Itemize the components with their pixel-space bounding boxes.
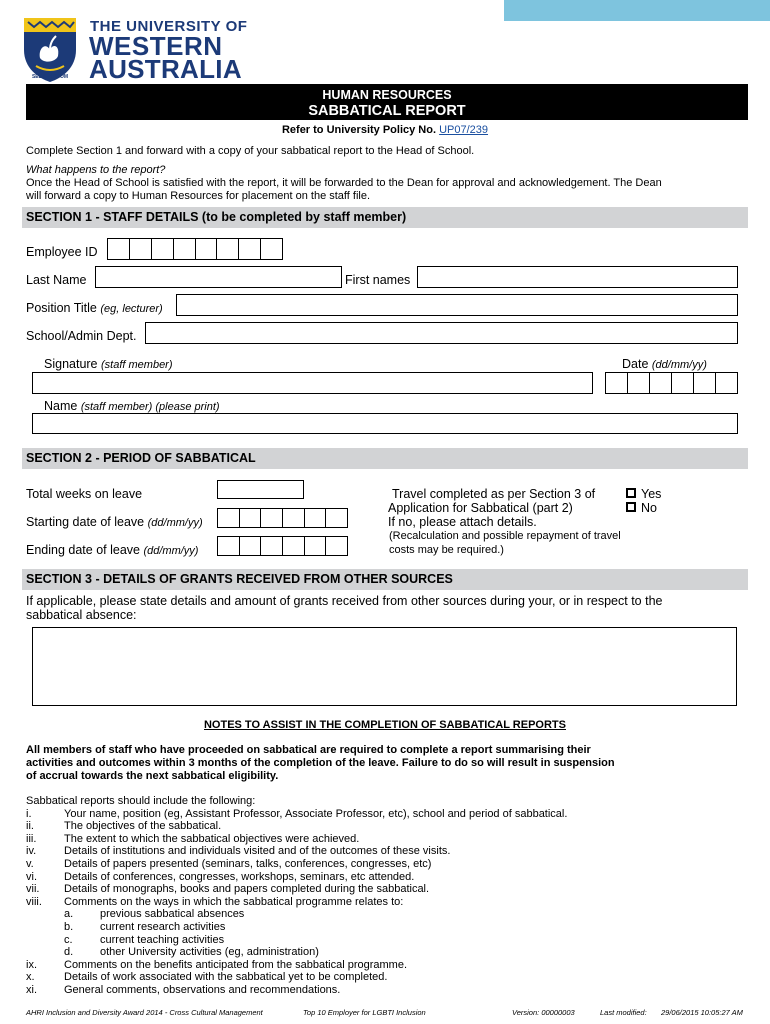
first-names-label: First names	[345, 273, 411, 287]
crest-motto: SEEK WISDOM	[31, 74, 69, 80]
notes-item	[26, 845, 746, 858]
employee-id-label: Employee ID	[26, 245, 98, 259]
recalc-line1: (Recalculation and possible repayment of travel	[389, 530, 621, 542]
item-text: Details of papers presented (seminars, talks, conferences, congresses, etc)	[64, 857, 432, 870]
starting-date-label: Starting date of leave (dd/mm/yy)	[26, 515, 203, 529]
signature-hint: (staff member)	[101, 359, 173, 371]
footer-employer: Top 10 Employer for LGBTI Inclusion	[303, 1008, 426, 1017]
notes-intro: Sabbatical reports should include the following:	[26, 795, 256, 807]
footer-modified-label: Last modified:	[600, 1008, 647, 1017]
travel-line1: Travel completed as per Section 3 of	[392, 487, 596, 501]
recalc-line2: costs may be required.)	[389, 544, 504, 556]
print-name-input[interactable]	[32, 413, 738, 434]
name-hint: (staff member) (please print)	[80, 401, 220, 413]
item-number: viii.	[26, 895, 42, 908]
item-text: Comments on the benefits anticipated from the sabbatical programme.	[64, 958, 408, 971]
section1-header: SECTION 1 - STAFF DETAILS (to be completed by staff member)	[22, 207, 748, 228]
notes-item	[26, 971, 746, 984]
total-weeks-input[interactable]	[217, 480, 304, 499]
item-text: current teaching activities	[100, 933, 225, 946]
position-hint: (eg, lecturer)	[100, 303, 163, 315]
item-number: vii.	[26, 883, 40, 896]
policy-link[interactable]: UP07/239	[439, 124, 489, 136]
signature-label: Signature (staff member)	[44, 357, 173, 371]
ending-date-input[interactable]	[217, 536, 348, 556]
item-text: current research activities	[100, 920, 226, 933]
item-number: c.	[64, 933, 73, 946]
travel-line3: If no, please attach details.	[388, 515, 537, 529]
school-dept-input[interactable]	[145, 322, 738, 344]
notes-item	[26, 871, 746, 884]
item-number: vi.	[26, 870, 37, 883]
travel-no-label: No	[641, 501, 657, 515]
notes-item	[26, 820, 746, 833]
notes-subitem	[26, 908, 746, 921]
starting-date-input[interactable]	[217, 508, 348, 528]
first-names-input[interactable]	[417, 266, 738, 288]
intro-question: What happens to the report?	[26, 164, 166, 176]
policy-line	[0, 124, 770, 136]
notes-list	[26, 795, 746, 997]
intro-answer-line1: Once the Head of School is satisfied with the report, it will be forwarded to the Dean for approval and acknowledgement. The Dean	[26, 177, 662, 189]
title-bar	[26, 84, 748, 120]
intro-instruction: Complete Section 1 and forward with a copy of your sabbatical report to the Head of School.	[26, 145, 475, 157]
item-number: b.	[64, 920, 74, 933]
grants-details-textarea[interactable]	[32, 627, 737, 706]
employee-id-input[interactable]	[107, 238, 283, 260]
item-number: x.	[26, 971, 35, 984]
position-title-input[interactable]	[176, 294, 738, 316]
last-name-label: Last Name	[26, 273, 87, 287]
notes-item	[26, 896, 746, 909]
notes-item	[26, 833, 746, 846]
travel-yes-checkbox[interactable]	[626, 488, 636, 498]
footer-version: Version: 00000003	[512, 1008, 575, 1017]
item-text: The objectives of the sabbatical.	[64, 820, 222, 833]
item-number: d.	[64, 946, 74, 959]
notes-item	[26, 883, 746, 896]
travel-line2: Application for Sabbatical (part 2)	[388, 501, 573, 515]
item-text: Details of monographs, books and papers completed during the sabbatical.	[64, 883, 430, 896]
notes-item	[26, 858, 746, 871]
position-title-label: Position Title (eg, lecturer)	[26, 301, 163, 315]
item-text: previous sabbatical absences	[100, 908, 245, 921]
footer-award: AHRI Inclusion and Diversity Award 2014 - Cross Cultural Management	[26, 1008, 263, 1017]
total-weeks-label: Total weeks on leave	[26, 487, 143, 501]
school-dept-label: School/Admin Dept.	[26, 329, 137, 343]
date-hint: (dd/mm/yy)	[651, 359, 707, 371]
page-title: SABBATICAL REPORT	[308, 103, 466, 119]
notes-item	[26, 959, 746, 972]
item-text: General comments, observations and recommendations.	[64, 983, 341, 996]
item-text: Your name, position (eg, Assistant Professor, Associate Professor, etc), school and period of sabbatical.	[64, 807, 568, 820]
department-label: HUMAN RESOURCES	[322, 88, 452, 102]
item-text: Comments on the ways in which the sabbatical programme relates to:	[64, 895, 404, 908]
signature-date-input[interactable]	[605, 372, 738, 394]
item-text: other University activities (eg, administration)	[100, 946, 319, 959]
item-number: iv.	[26, 845, 37, 858]
name-label: Name (staff member) (please print)	[44, 399, 220, 413]
date-label: Date (dd/mm/yy)	[622, 357, 707, 371]
section3-header: SECTION 3 - DETAILS OF GRANTS RECEIVED FROM OTHER SOURCES	[22, 569, 748, 590]
notes-bold-line1: All members of staff who have proceeded on sabbatical are required to complete a report summarising their	[26, 744, 591, 756]
intro-answer-line2: will forward a copy to Human Resources for placement on the staff file.	[26, 190, 371, 202]
travel-no-checkbox[interactable]	[626, 502, 636, 512]
notes-item	[26, 808, 746, 821]
item-number: i.	[26, 807, 32, 820]
item-text: Details of institutions and individuals visited and of the outcomes of these visits.	[64, 845, 451, 858]
grants-prompt-line1: If applicable, please state details and amount of grants received from other sources during your, or in respect to the	[26, 594, 663, 608]
last-name-input[interactable]	[95, 266, 342, 288]
notes-title: NOTES TO ASSIST IN THE COMPLETION OF SABBATICAL REPORTS	[203, 719, 566, 731]
corner-tab	[504, 0, 770, 21]
item-number: a.	[64, 908, 74, 921]
notes-subitem	[26, 946, 746, 959]
item-text: The extent to which the sabbatical objectives were achieved.	[64, 832, 360, 845]
grants-prompt-line2: sabbatical absence:	[26, 608, 137, 622]
university-name-line1: THE UNIVERSITY OF	[90, 18, 248, 35]
policy-prefix: Refer to University Policy No.	[281, 124, 437, 136]
university-name-line2: WESTERN	[89, 31, 223, 61]
signature-input[interactable]	[32, 372, 593, 394]
item-number: iii.	[26, 832, 37, 845]
notes-bold-line2: activities and outcomes within 3 months of the completion of the leave. Failure to do so will result in suspension	[26, 757, 615, 769]
item-text: Details of work associated with the sabbatical yet to be completed.	[64, 971, 388, 984]
notes-subitem	[26, 934, 746, 947]
item-number: ix.	[26, 958, 37, 971]
footer-modified-value: 29/06/2015 10:05:27 AM	[661, 1008, 743, 1017]
university-name-line3: AUSTRALIA	[89, 54, 242, 84]
notes-bold-line3: of accrual towards the next sabbatical eligibility.	[26, 770, 279, 782]
item-text: Details of conferences, congresses, workshops, seminars, etc attended.	[64, 870, 415, 883]
item-number: ii.	[26, 820, 34, 833]
ending-date-label: Ending date of leave (dd/mm/yy)	[26, 543, 199, 557]
section2-header: SECTION 2 - PERIOD OF SABBATICAL	[22, 448, 748, 469]
travel-yes-label: Yes	[641, 487, 662, 501]
item-number: v.	[26, 857, 34, 870]
item-number: xi.	[26, 983, 37, 996]
notes-subitem	[26, 921, 746, 934]
notes-item	[26, 984, 746, 997]
